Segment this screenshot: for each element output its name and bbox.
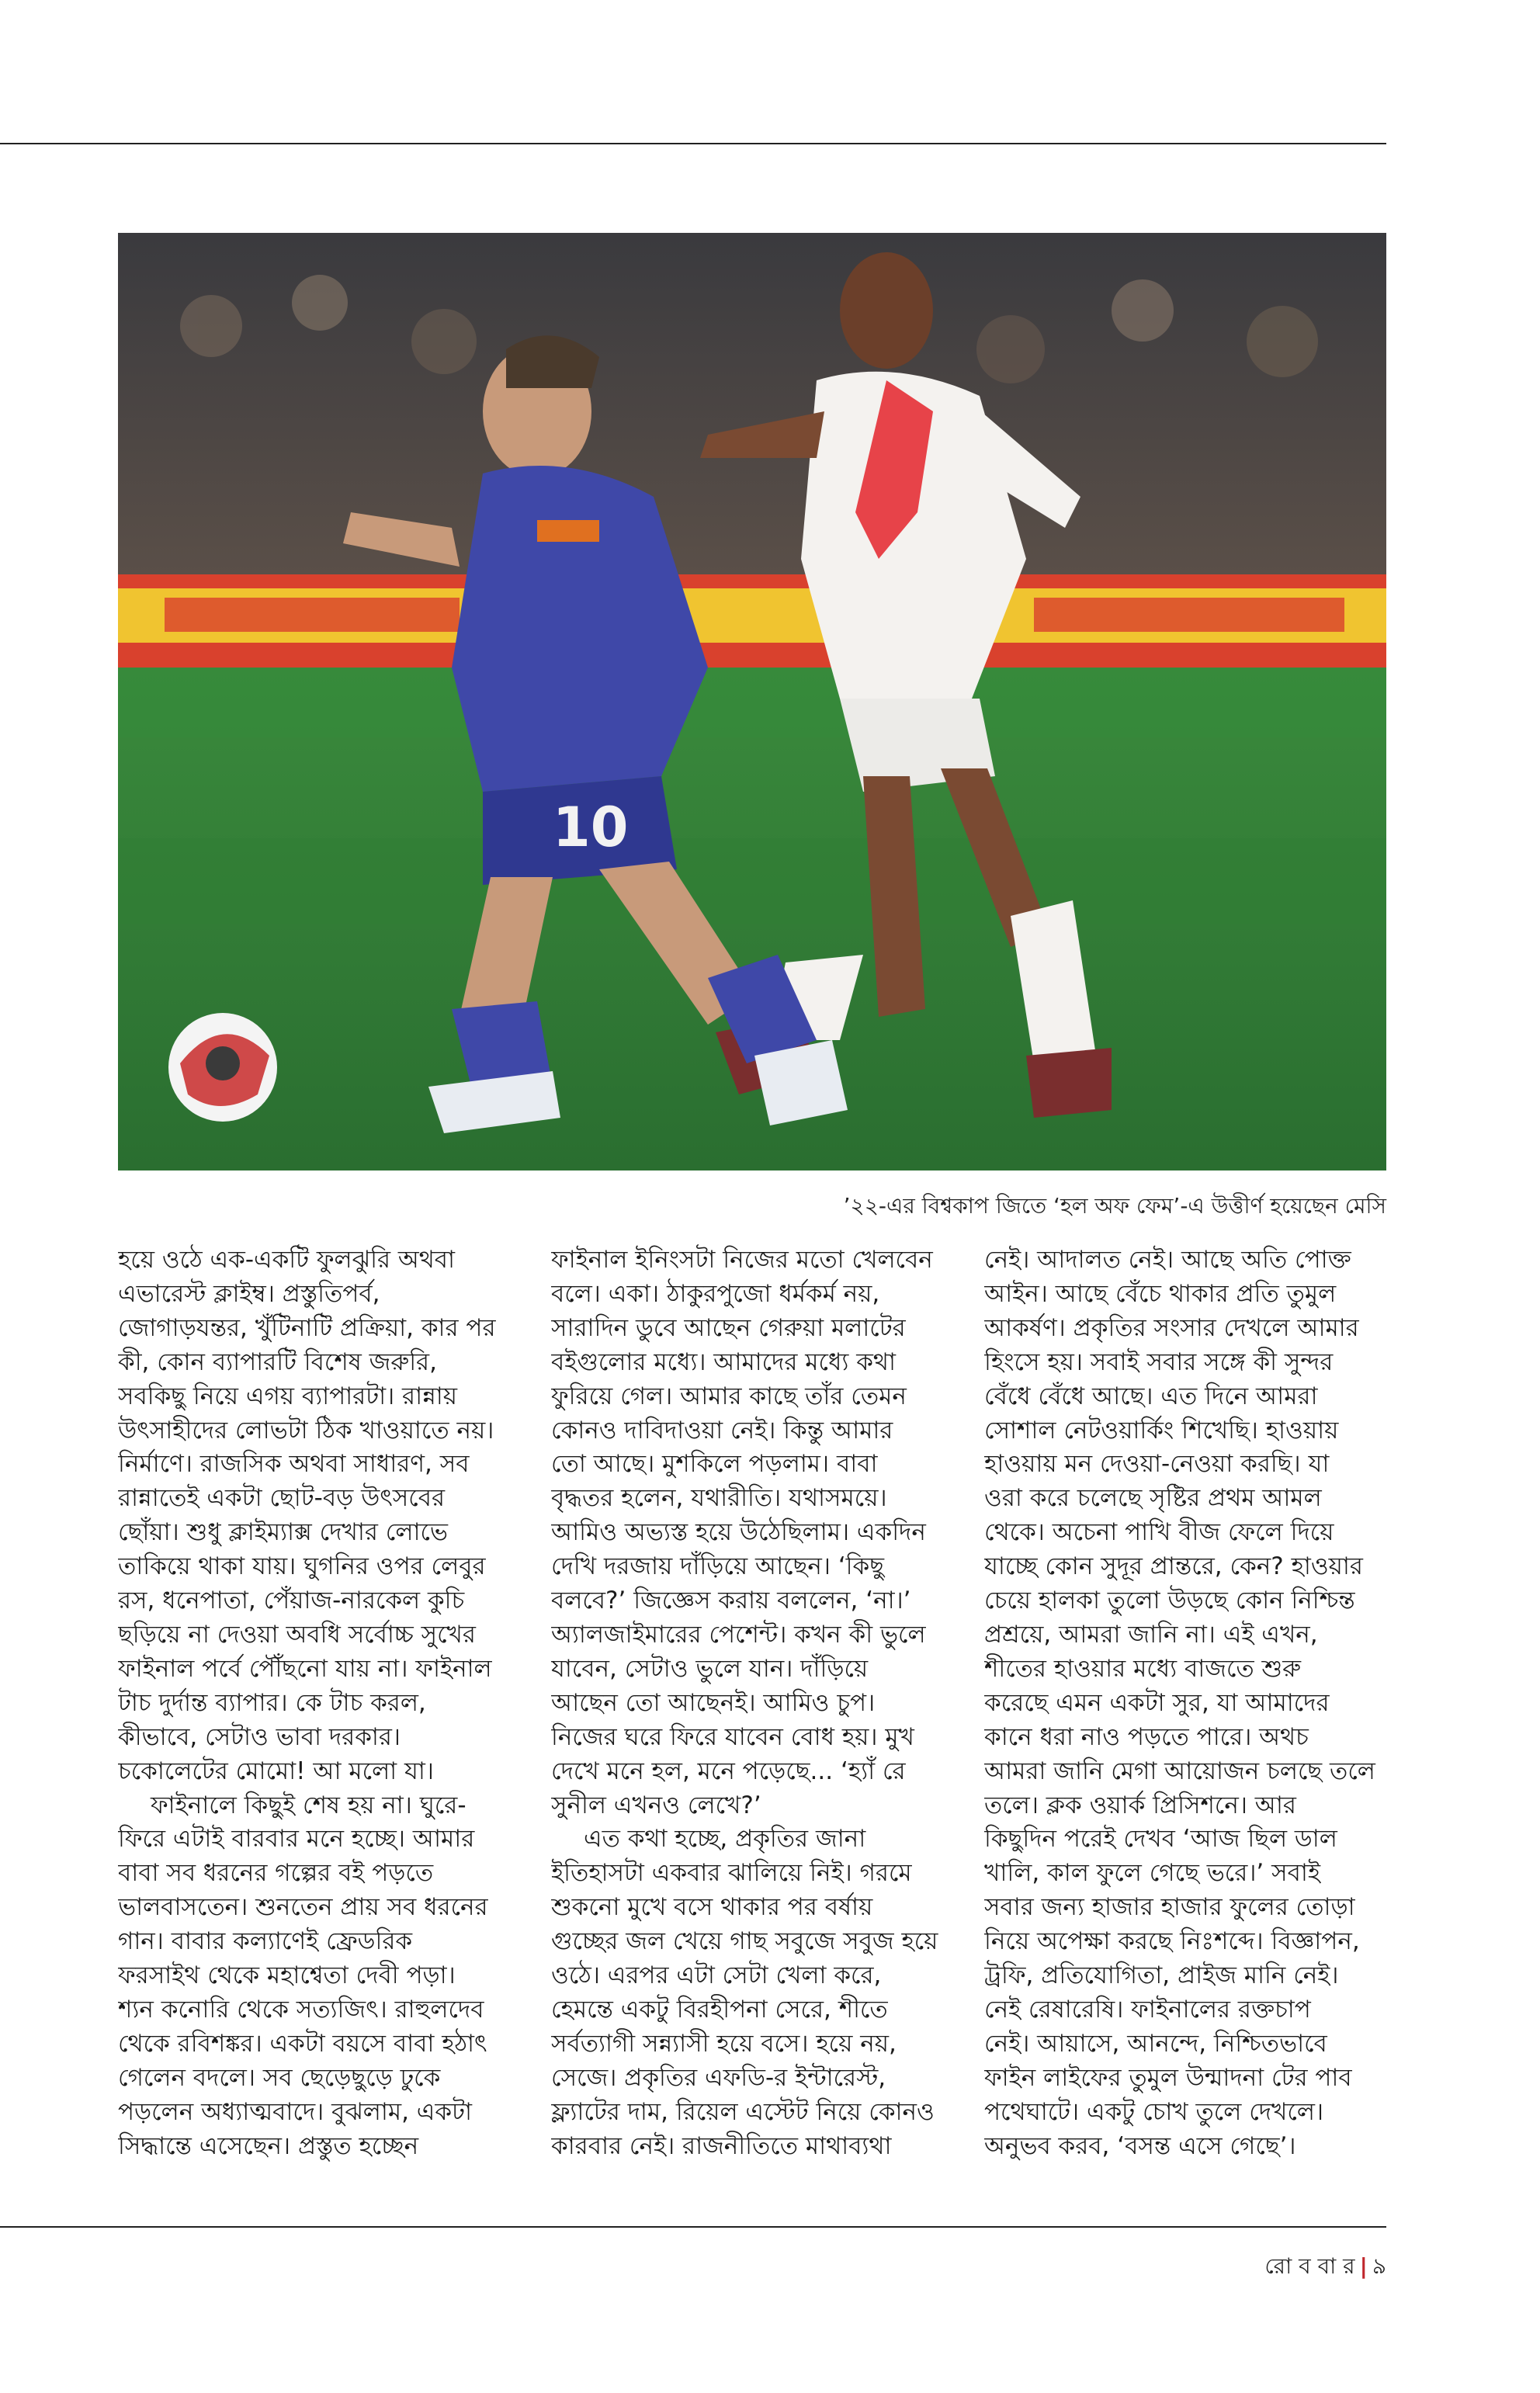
text-line: শ্যন কনোরি থেকে সত্যজিৎ। রাহুলদেব <box>118 1995 484 2024</box>
text-line: রান্নাতেই একটা ছোট-বড় উৎসবের <box>118 1484 446 1513</box>
text-line: উৎসাহীদের লোভটা ঠিক খাওয়াতে নয়। <box>118 1416 494 1444</box>
paragraph-start-line: ফাইনালে কিছুই শেষ হয় না। ঘুরে- <box>151 1791 467 1819</box>
text-line: আমরা জানি মেগা আয়োজন চলছে তলে <box>984 1757 1375 1785</box>
text-line: নিয়ে অপেক্ষা করছে নিঃশব্দে। বিজ্ঞাপন, <box>984 1927 1360 1956</box>
text-line: শুকনো মুখে বসে থাকার পর বর্ষায় <box>551 1893 873 1922</box>
article-photo <box>118 233 1386 1170</box>
text-line: গেলেন বদলে। সব ছেড়েছুড়ে ঢুকে <box>118 2063 441 2092</box>
page-number: ৯ <box>1372 2253 1386 2279</box>
article-column-2 <box>551 1243 939 2163</box>
text-line: ফরসাইথ থেকে মহাশ্বেতা দেবী পড়া। <box>118 1961 456 1990</box>
text-line: ফাইনাল পর্বে পৌঁছনো যায় না। ফাইনাল <box>118 1654 492 1683</box>
text-line: বলে। একা। ঠাকুরপুজো ধর্মকর্ম নয়, <box>551 1279 880 1308</box>
footer-separator: | <box>1359 2253 1368 2279</box>
text-line: সবকিছু নিয়ে এগয় ব্যাপারটা। রান্নায় <box>118 1382 458 1410</box>
text-line: ওঠে। এরপর এটা সেটা খেলা করে, <box>551 1961 882 1990</box>
text-line: প্রশ্রয়ে, আমরা জানি না। এই এখন, <box>984 1620 1318 1649</box>
football-icon <box>168 1013 277 1122</box>
photo-caption: ’২২-এর বিশ্বকাপ জিতে ‘হল অফ ফেম’-এ উত্তীর্ণ হয়েছেন মেসি <box>843 1193 1386 1219</box>
text-line: যাচ্ছে কোন সুদূর প্রান্তরে, কেন? হাওয়ার <box>984 1552 1363 1581</box>
text-line: কোনও দাবিদাওয়া নেই। কিন্তু আমার <box>551 1416 893 1444</box>
text-line: ফাইনাল ইনিংসটা নিজের মতো খেলবেন <box>551 1246 933 1274</box>
text-line: কারবার নেই। রাজনীতিতে মাথাব্যথা <box>551 2131 892 2160</box>
article-column-3 <box>984 1243 1386 2163</box>
football-match-illustration <box>118 233 1386 1170</box>
text-line: খালি, কাল ফুলে গেছে ভরে।’ সবাই <box>984 1859 1320 1888</box>
text-line: আইন। আছে বেঁচে থাকার প্রতি তুমুল <box>984 1279 1337 1308</box>
bottom-rule <box>0 2226 1386 2228</box>
text-line: নেই রেষারেষি। ফাইনালের রক্তচাপ <box>984 1995 1311 2024</box>
text-line: তো আছে। মুশকিলে পড়লাম। বাবা <box>551 1450 878 1479</box>
text-line: কানে ধরা নাও পড়তে পারে। অথচ <box>984 1722 1309 1751</box>
page-footer <box>1264 2249 1386 2286</box>
text-line: অ্যালজাইমারের পেশেন্ট। কখন কী ভুলে <box>551 1620 926 1649</box>
text-line: সবার জন্য হাজার হাজার ফুলের তোড়া <box>984 1893 1355 1922</box>
text-line: ফাইন লাইফের তুমুল উন্মাদনা টের পাব <box>984 2063 1352 2092</box>
text-line: যাবেন, সেটাও ভুলে যান। দাঁড়িয়ে <box>551 1654 869 1683</box>
text-line: কীভাবে, সেটাও ভাবা দরকার। <box>118 1722 401 1751</box>
text-line: পড়লেন অধ্যাত্মবাদে। বুঝলাম, একটা <box>118 2097 472 2126</box>
text-line: কী, কোন ব্যাপারটি বিশেষ জরুরি, <box>118 1347 437 1376</box>
text-line: ছোঁয়া। শুধু ক্লাইম্যাক্স দেখার লোভে <box>118 1518 449 1547</box>
text-line: সোশাল নেটওয়ার্কিং শিখেছি। হাওয়ায় <box>984 1416 1339 1444</box>
text-line: বেঁধে বেঁধে আছে। এত দিনে আমরা <box>984 1382 1318 1410</box>
text-line: আমিও অভ্যস্ত হয়ে উঠেছিলাম। একদিন <box>551 1518 926 1547</box>
text-line: হিংসে হয়। সবাই সবার সঙ্গে কী সুন্দর <box>984 1347 1334 1376</box>
article-column-1 <box>118 1243 506 2163</box>
text-line: ছড়িয়ে না দেওয়া অবধি সর্বোচ্চ সুখের <box>118 1620 476 1649</box>
text-line: হয়ে ওঠে এক-একটি ফুলঝুরি অথবা <box>118 1246 456 1274</box>
text-line: চেয়ে হালকা তুলো উড়ছে কোন নিশ্চিন্ত <box>984 1587 1355 1615</box>
text-line: থেকে। অচেনা পাখি বীজ ফেলে দিয়ে <box>984 1518 1334 1547</box>
text-line: সুনীল এখনও লেখে?’ <box>551 1791 761 1819</box>
text-line: হাওয়ায় মন দেওয়া-নেওয়া করছি। যা <box>984 1450 1330 1479</box>
text-line: নির্মাণে। রাজসিক অথবা সাধারণ, সব <box>118 1450 470 1479</box>
text-line: জোগাড়যন্তর, খুঁটিনাটি প্রক্রিয়া, কার পর <box>118 1313 496 1342</box>
text-line: এভারেস্ট ক্লাইম্ব। প্রস্তুতিপর্ব, <box>118 1279 380 1308</box>
text-line: করেছে এমন একটা সুর, যা আমাদের <box>984 1688 1330 1717</box>
text-line: চকোলেটের মোমো! আ মলো যা। <box>118 1757 434 1785</box>
text-line: নিজের ঘরে ফিরে যাবেন বোধ হয়। মুখ <box>551 1722 914 1751</box>
text-line: নেই। আয়াসে, আনন্দে, নিশ্চিতভাবে <box>984 2029 1327 2058</box>
text-line: বৃদ্ধতর হলেন, যথারীতি। যথাসময়ে। <box>551 1484 887 1513</box>
text-line: ভালবাসতেন। শুনতেন প্রায় সব ধরনের <box>118 1893 488 1922</box>
text-line: ফুরিয়ে গেল। আমার কাছে তাঁর তেমন <box>551 1382 907 1410</box>
text-line: নেই। আদালত নেই। আছে অতি পোক্ত <box>984 1246 1351 1274</box>
text-line: থেকে রবিশঙ্কর। একটা বয়সে বাবা হঠাৎ <box>118 2029 487 2058</box>
top-rule <box>0 143 1386 144</box>
magazine-name: রো ব বা র <box>1264 2253 1355 2279</box>
text-line: গুচ্ছের জল খেয়ে গাছ সবুজে সবুজ হয়ে <box>551 1927 938 1956</box>
text-line: সারাদিন ডুবে আছেন গেরুয়া মলাটের <box>551 1313 906 1342</box>
svg-text:10: 10 <box>553 796 629 859</box>
text-line: কিছুদিন পরেই দেখব ‘আজ ছিল ডাল <box>984 1825 1337 1854</box>
text-line: পথেঘাটে। একটু চোখ তুলে দেখলে। <box>984 2097 1324 2126</box>
paragraph-start-line: এত কথা হচ্ছে, প্রকৃতির জানা <box>584 1825 866 1854</box>
text-line: আকর্ষণ। প্রকৃতির সংসার দেখলে আমার <box>984 1313 1359 1342</box>
text-line: আছেন তো আছেনই। আমিও চুপ। <box>551 1688 876 1717</box>
text-line: সিদ্ধান্তে এসেছেন। প্রস্তুত হচ্ছেন <box>118 2131 419 2160</box>
text-line: ট্রফি, প্রতিযোগিতা, প্রাইজ মানি নেই। <box>984 1961 1339 1990</box>
text-line: রস, ধনেপাতা, পেঁয়াজ-নারকেল কুচি <box>118 1587 465 1615</box>
text-line: বলবে?’ জিজ্ঞেস করায় বললেন, ‘না।’ <box>551 1587 911 1615</box>
text-line: হেমন্তে একটু বিরহীপনা সেরে, শীতে <box>551 1995 888 2024</box>
text-line: অনুভব করব, ‘বসন্ত এসে গেছে’। <box>984 2131 1296 2160</box>
text-line: দেখি দরজায় দাঁড়িয়ে আছেন। ‘কিছু <box>551 1552 885 1581</box>
text-line: সেজে। প্রকৃতির এফডি-র ইন্টারেস্ট, <box>551 2063 886 2092</box>
text-line: টাচ দুর্দান্ত ব্যাপার। কে টাচ করল, <box>118 1688 426 1717</box>
text-line: বইগুলোর মধ্যে। আমাদের মধ্যে কথা <box>551 1347 896 1376</box>
text-line: সর্বত্যাগী সন্ন্যাসী হয়ে বসে। হয়ে নয়, <box>551 2029 897 2058</box>
text-line: ফিরে এটাই বারবার মনে হচ্ছে। আমার <box>118 1825 475 1854</box>
text-line: শীতের হাওয়ার মধ্যে বাজতে শুরু <box>984 1654 1301 1683</box>
text-line: ইতিহাসটা একবার ঝালিয়ে নিই। গরমে <box>551 1859 912 1888</box>
text-line: বাবা সব ধরনের গল্পের বই পড়তে <box>118 1859 434 1888</box>
text-line: তাকিয়ে থাকা যায়। ঘুগনির ওপর লেবুর <box>118 1552 486 1581</box>
text-line: গান। বাবার কল্যাণেই ফ্রেডরিক <box>118 1927 413 1956</box>
text-line: ফ্ল্যাটের দাম, রিয়েল এস্টেট নিয়ে কোনও <box>551 2097 935 2126</box>
text-line: তলে। ক্লক ওয়ার্ক প্রিসিশনে। আর <box>984 1791 1296 1819</box>
text-line: দেখে মনে হল, মনে পড়েছে... ‘হ্যাঁ রে <box>551 1757 906 1785</box>
text-line: ওরা করে চলেছে সৃষ্টির প্রথম আমল <box>984 1484 1322 1513</box>
